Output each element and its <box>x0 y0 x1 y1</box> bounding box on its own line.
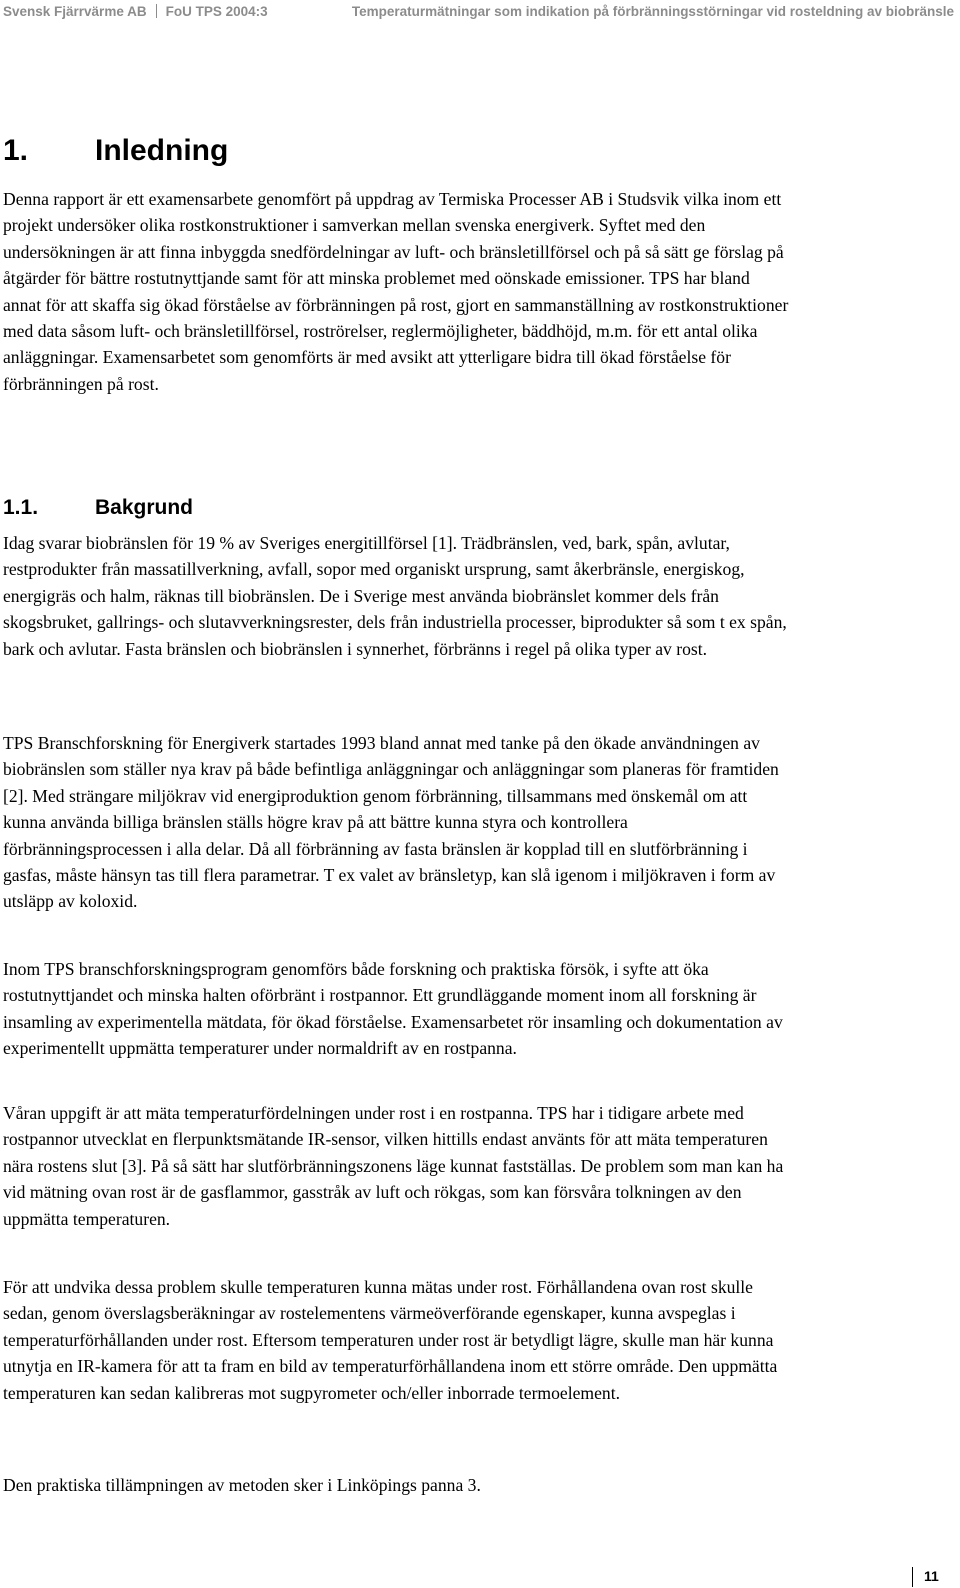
paragraph-bakgrund-4: Våran uppgift är att mäta temperaturfördelningen under rost i en rostpanna. TPS har i tidigare arbete med rostpannor utvecklat en flerpunktsmätande IR-sensor, vilken hittills endast använts för att mäta temperaturen nära rostens slut [3]. På så sätt har slutförbränningszonens läge kunnat fastställas. De problem som man kan ha vid mätning ovan rost är de gasflammor, gasstråk av luft och rökgas, som kan försvåra tolkningen av den uppmätta temperaturen. <box>3 1103 784 1229</box>
header-left <box>3 4 268 19</box>
subsection-heading-bakgrund <box>3 496 193 520</box>
subsection-number: 1.1. <box>3 496 39 519</box>
subsection-title: Bakgrund <box>95 496 194 519</box>
footer-divider <box>912 1567 913 1587</box>
paragraph-bakgrund-6: Den praktiska tillämpningen av metoden sker i Linköpings panna 3. <box>3 1475 481 1495</box>
header-report-id: FoU TPS 2004:3 <box>165 4 268 19</box>
header-divider <box>156 4 157 18</box>
paragraph-bakgrund-5: För att undvika dessa problem skulle temperaturen kunna mätas under rost. Förhållandena ovan rost skulle sedan, genom överslagsberäkningar av rostelementens värmeöverförande egenskaper, kunna avspeglas i temperaturförhållanden under rost. Eftersom temperaturen under rost är betydligt lägre, skulle man här kunna utnytja en IR-kamera för att ta fram en bild av temperaturförhållandena inom ett större område. Den uppmätta temperaturen kan sedan kalibreras mot sugpyrometer och/eller inborrade termoelement. <box>3 1277 778 1403</box>
paragraph-bakgrund-2: TPS Branschforskning för Energiverk startades 1993 bland annat med tanke på den ökade användningen av biobränslen som ställer nya krav på både befintliga anläggningar och anläggningar som planeras för framtiden [2]. Med strängare miljökrav vid energiproduktion genom förbränning, tillsammans med önskemål om att kunna använda billiga bränslen ställs högre krav på att bättre kunna styra och kontrollera förbränningsprocessen i alla delar. Då all förbränning av fasta bränslen är kopplad till en slutförbränning i gasfas, måste hänsyn tas till flera parametrar. T ex valet av bränsletyp, kan slå igenom i miljökraven i form av utsläpp av koloxid. <box>3 733 779 912</box>
section-number: 1. <box>3 134 29 167</box>
header-org: Svensk Fjärrvärme AB <box>3 4 147 19</box>
paragraph-intro: Denna rapport är ett examensarbete genomfört på uppdrag av Termiska Processer AB i Studsvik vilka inom ett projekt undersöker olika rostkonstruktioner i samverkan mellan svenska energiverk. Syftet med den undersökningen är att finna inbyggda snedfördelningar av luft- och bränsletillförsel och på så sätt ge förslag på åtgärder för bättre rostutnyttjande samt för att minska problemet med oönskade emissioner. TPS har bland annat för att skaffa sig ökad förståelse av förbränningen på rost, gjort en sammanställning av rostkonstruktioner med data såsom luft- och bränsletillförsel, roströrelser, reglermöjligheter, bäddhöjd, m.m. för ett antal olika anläggningar. Examensarbetet som genomförts är med avsikt att ytterligare bidra till ökad förståelse för förbränningen på rost. <box>3 189 789 394</box>
section-title: Inledning <box>95 134 229 167</box>
header-report-title: Temperaturmätningar som indikation på förbränningsstörningar vid rosteldning av biobränsle <box>351 4 954 19</box>
paragraph-bakgrund-1: Idag svarar biobränslen för 19 % av Sveriges energitillförsel [1]. Trädbränslen, ved, bark, spån, avlutar, restprodukter från massatillverkning, avfall, sopor med organiskt ursprung, samt åkerbränsle, energiskog, energigräs och halm, räknas till biobränslen. De i Sverige mest använda biobränslet kommer dels från skogsbruket, gallrings- och slutavverkningsrester, dels från industriella processer, biprodukter så som t ex spån, bark och avlutar. Fasta bränslen och biobränslen i synnerhet, förbränns i regel på olika typer av rost. <box>3 533 787 659</box>
page-number: 11 <box>924 1568 939 1584</box>
paragraph-bakgrund-3: Inom TPS branschforskningsprogram genomförs både forskning och praktiska försök, i syfte att öka rostutnyttjandet och minska halten oförbränt i rostpannor. Ett grundläggande moment inom all forskning är insamling av experimentella mätdata, för ökad förståelse. Examensarbetet rör insamling och dokumentation av experimentellt uppmätta temperaturer under normaldrift av en rostpanna. <box>3 959 783 1059</box>
running-header <box>0 0 960 30</box>
section-heading-inledning <box>3 134 228 168</box>
